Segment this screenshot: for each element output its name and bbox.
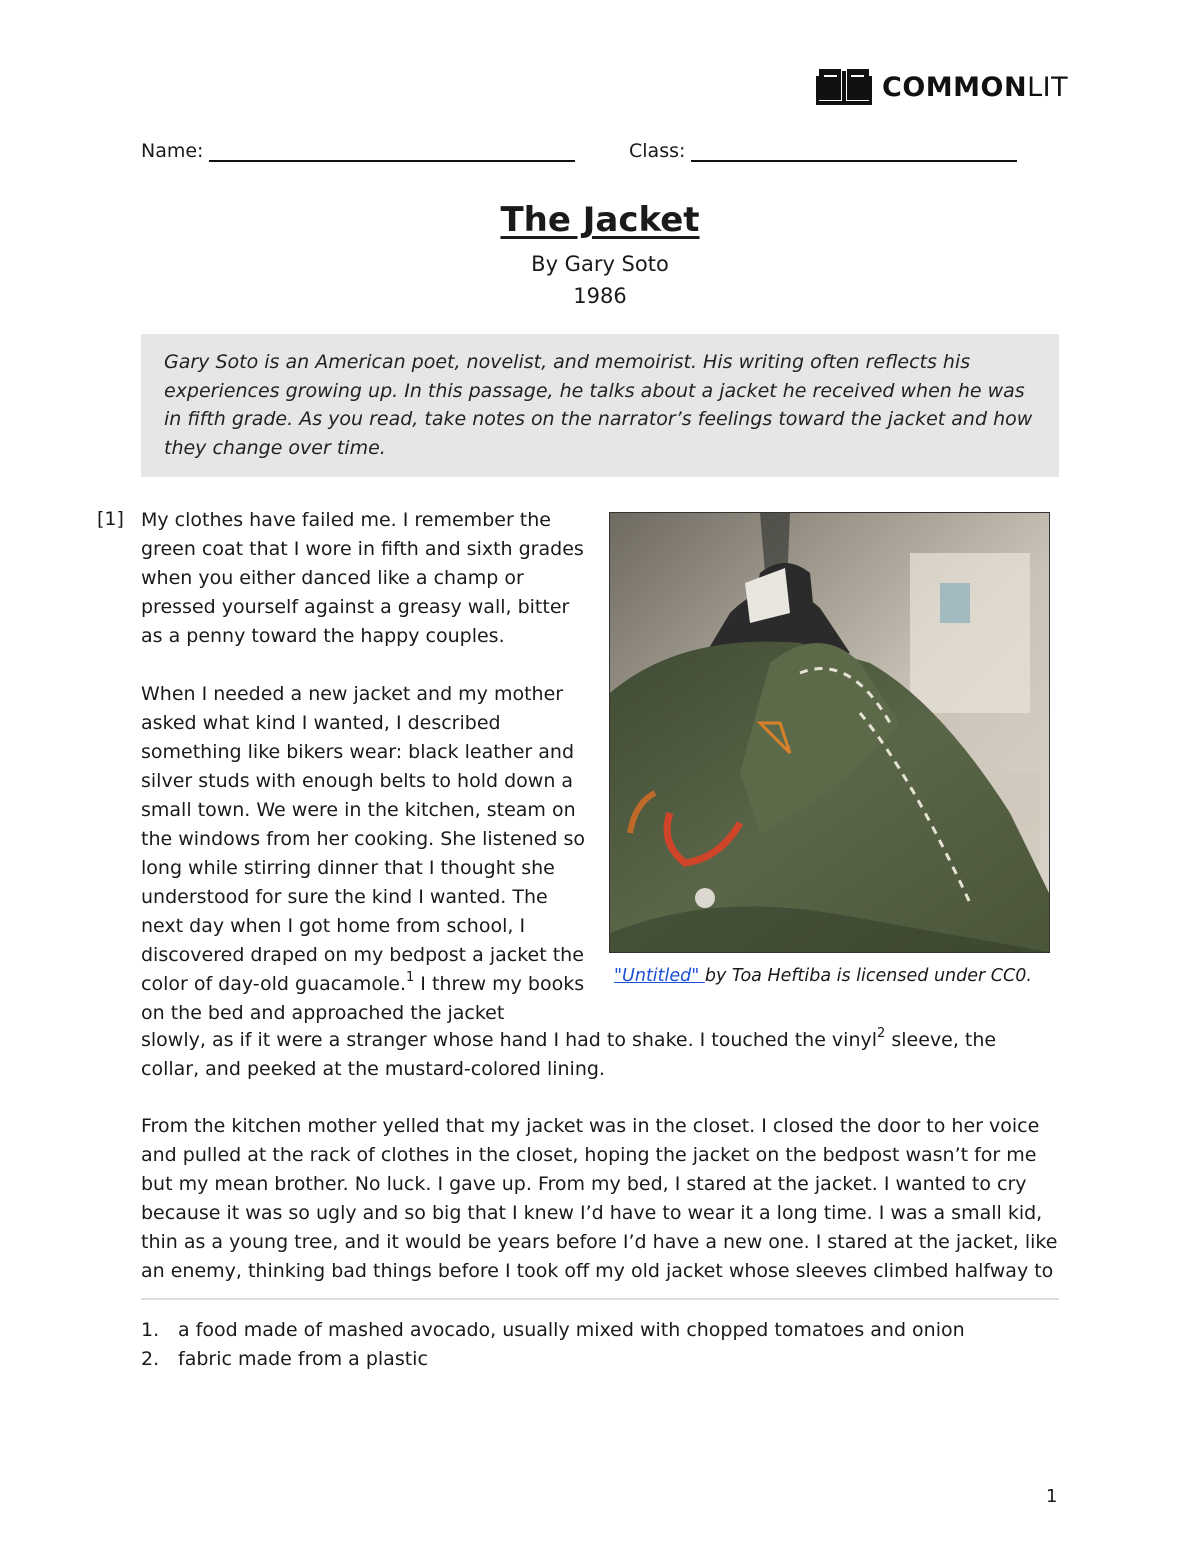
name-field[interactable]: [141, 140, 575, 162]
intro-text: Gary Soto is an American poet, novelist, and memoirist. His writing often reflects his experiences growing up. In this passage, he talks about a jacket he received when he was in fifth grade. As you read, take notes on the narrator’s feelings toward the jacket and how they change over time.: [164, 351, 1033, 459]
footnote-item: 2. fabric made from a plastic: [141, 1348, 428, 1370]
publication-year: 1986: [573, 284, 627, 308]
document-title: The Jacket: [500, 200, 700, 240]
class-field[interactable]: [629, 140, 1017, 162]
story-paragraph-2-continued: slowly, as if it were a stranger whose hand I had to shake. I touched the vinyl$^2$ sleeve, the collar, and peeked at the mustard-colored lining.: [141, 1026, 997, 1080]
image-source-link[interactable]: "Untitled": [614, 966, 705, 986]
name-label: Name:: [141, 140, 204, 162]
image-caption: "Untitled" by Toa Heftiba is licensed under CC0.: [614, 966, 1032, 986]
story-paragraph-3: From the kitchen mother yelled that my jacket was in the closet. I closed the door to her voice and pulled at the rack of clothes in the closet, hoping the jacket on the bedpost wasn’t for me but my mean brother. No luck. I gave up. From my bed, I stared at the jacket. I wanted to cry because it was so ugly and so big that I knew I’d have to wear it a long time. I was a small kid, thin as a young tree, and it would be years before I’d have a new one. I stared at the jacket, like an enemy, thinking bad things before I took off my old jacket whose sleeves climbed halfway to: [141, 1115, 1058, 1282]
footnote-ref-2[interactable]: 2: [877, 1026, 886, 1041]
brand-name: COMMONLIT: [882, 71, 1069, 103]
jacket-photo: [609, 512, 1050, 953]
paragraph-number: [1]: [97, 508, 124, 530]
footnotes-list: [141, 1316, 965, 1374]
story-paragraph-2: When I needed a new jacket and my mother asked what kind I wanted, I described something like bikers wear: black leather and silver studs with enough belts to hold down a small town. We were in the kitchen, steam on the windows from her cooking. She listened so long while stirring dinner that I thought she understood for sure the kind I wanted. The next day when I got home from school, I discovered draped on my bedpost a jacket the color of day-old guacamole.$^1$ I threw my books on the bed and approached the jacket: [141, 683, 586, 1024]
author-line: By Gary Soto: [531, 252, 669, 276]
class-label: Class:: [629, 140, 686, 162]
class-blank-line[interactable]: [691, 140, 1017, 162]
footnote-ref-1[interactable]: 1: [405, 970, 415, 985]
name-blank-line[interactable]: [209, 140, 575, 162]
footnote-item: 1. a food made of mashed avocado, usually mixed with chopped tomatoes and onion: [141, 1319, 965, 1341]
commonlit-logo: [816, 66, 1068, 108]
footnote-divider: [141, 1298, 1059, 1300]
page-number: 1: [1046, 1486, 1058, 1507]
open-book-icon: [816, 67, 872, 107]
intro-box: [141, 334, 1059, 477]
story-paragraph-1: My clothes have failed me. I remember the green coat that I wore in fifth and sixth grades when you either danced like a champ or pressed yourself against a greasy wall, bitter as a penny toward the happy couples.: [141, 509, 584, 647]
